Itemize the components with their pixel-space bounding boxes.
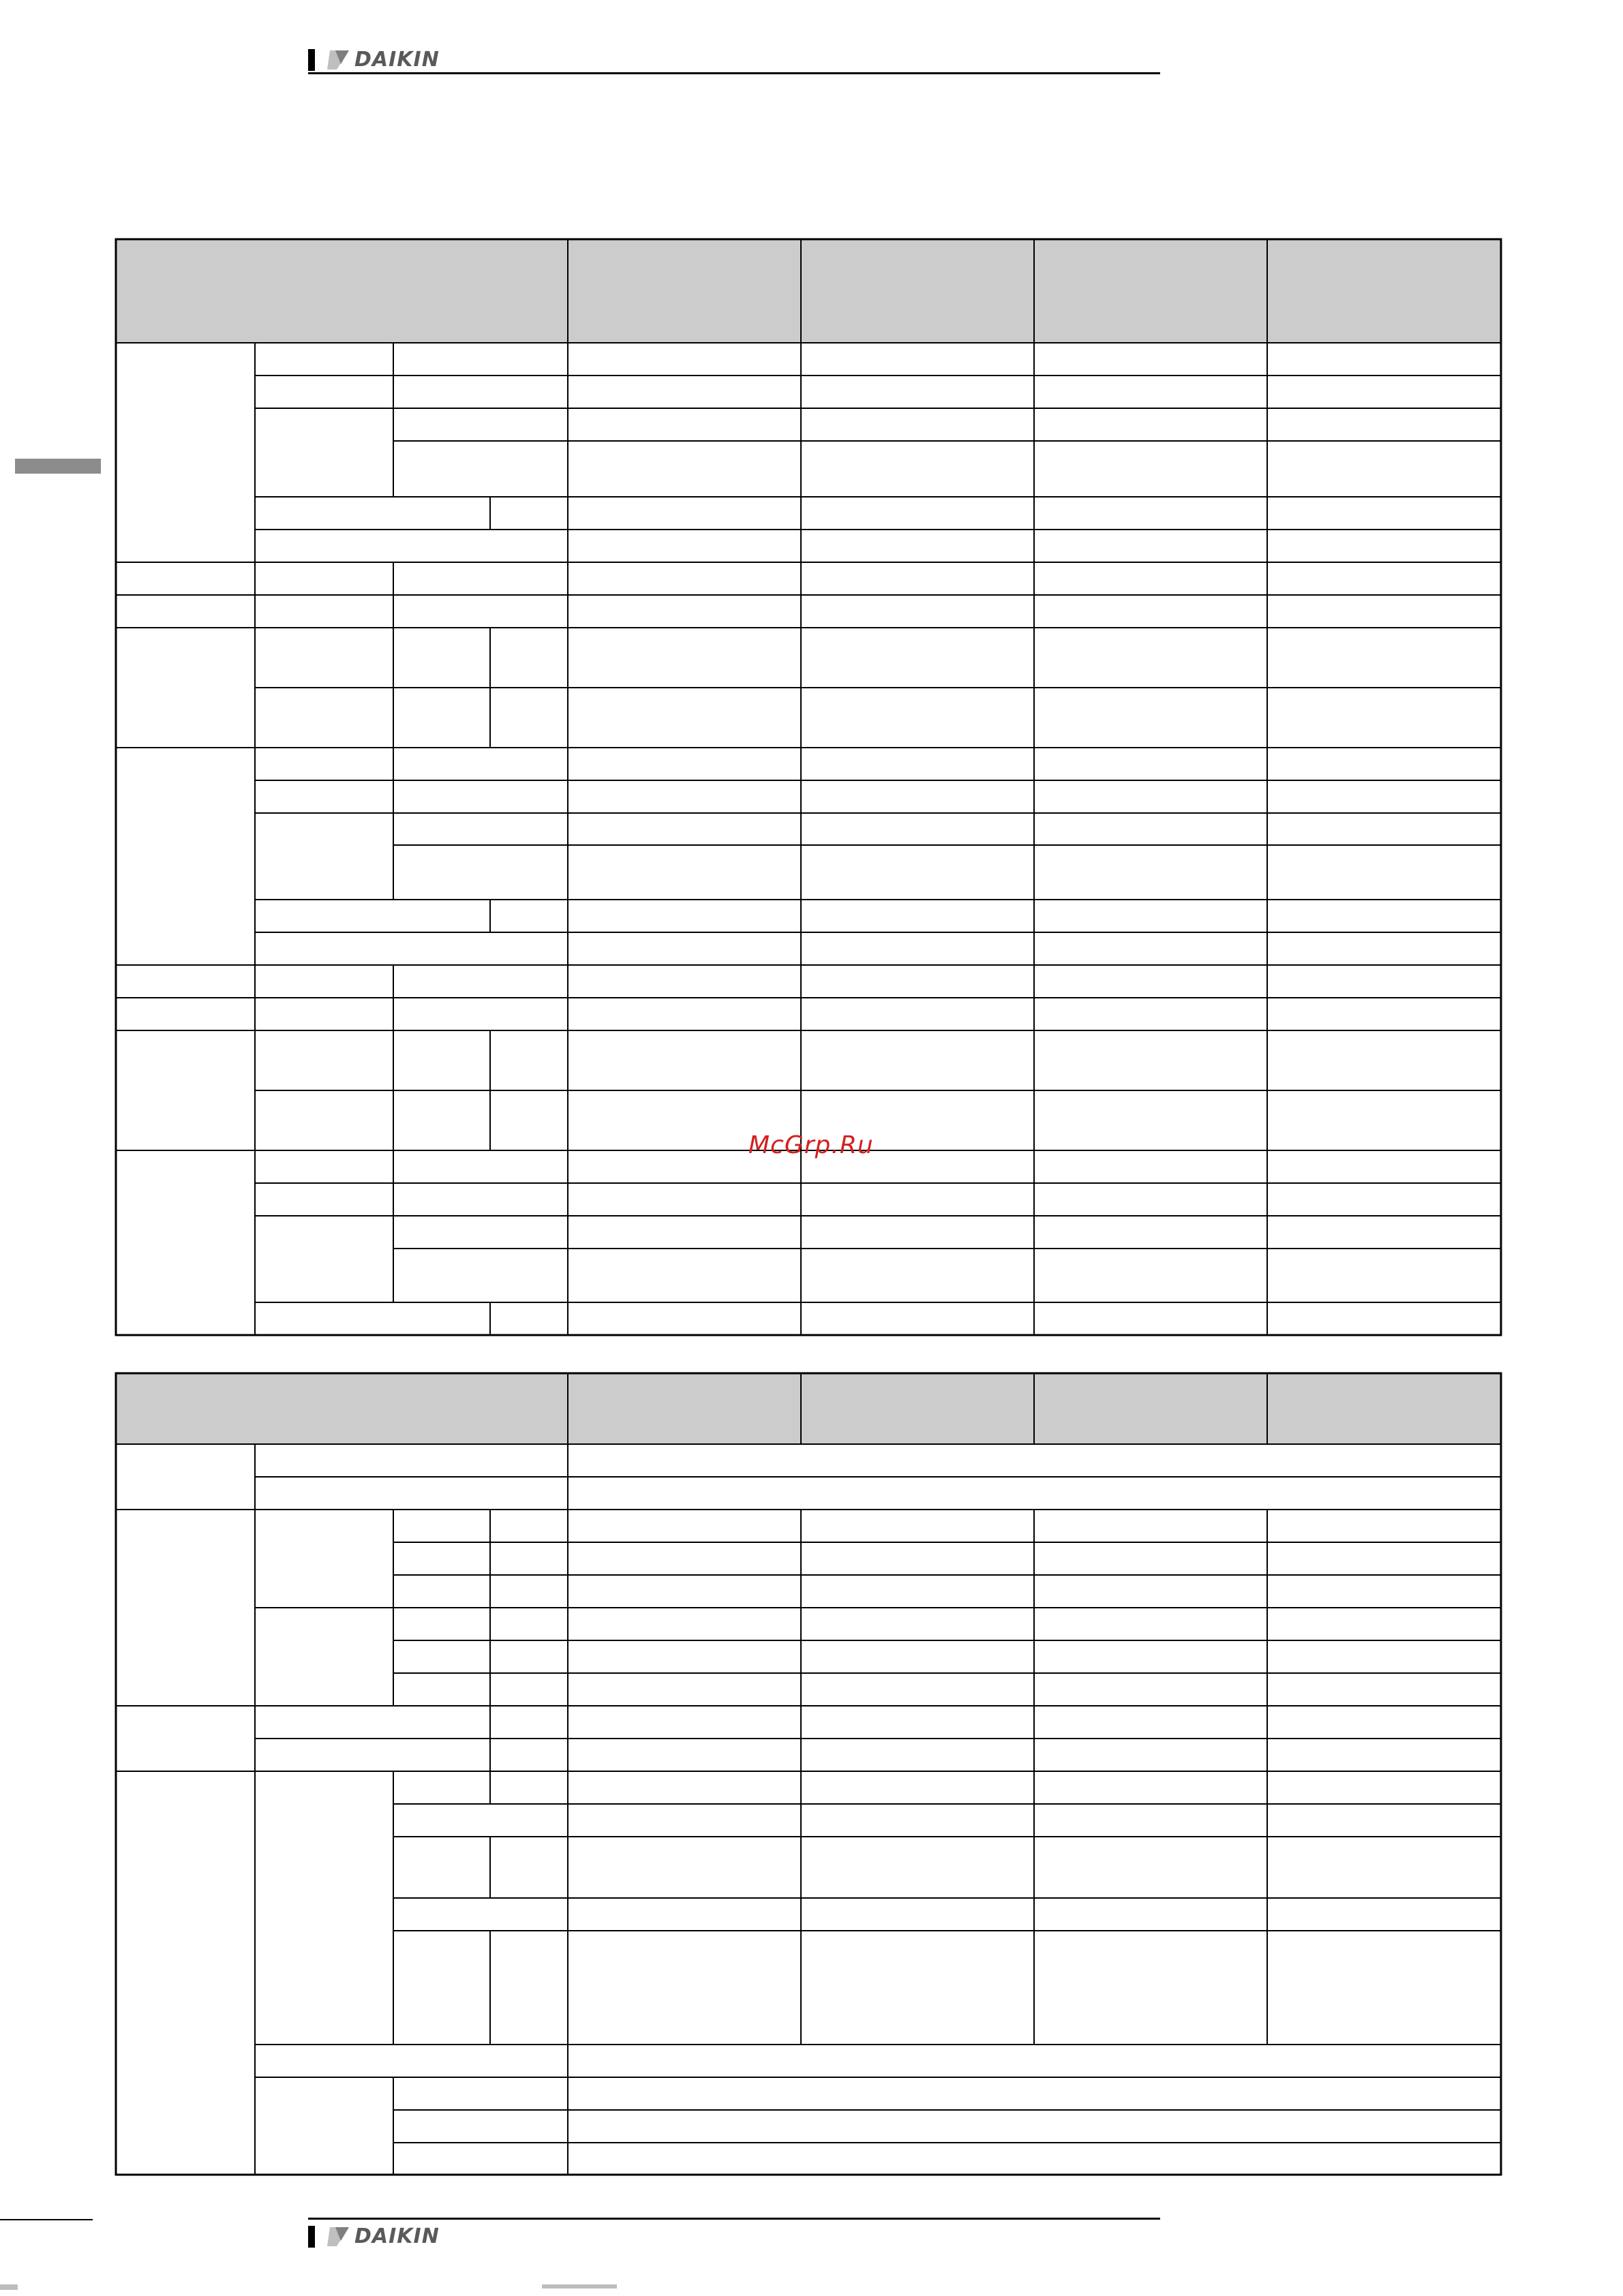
table1-header-fill (116, 239, 1501, 343)
table2-header-fill (116, 1373, 1501, 1444)
table2-frame (116, 1373, 1501, 2175)
table1-frame (116, 239, 1501, 1335)
logo-bar (308, 2226, 315, 2248)
footer-brand: DAIKIN (354, 2224, 440, 2248)
header-brand: DAIKIN (354, 48, 440, 72)
scan-mark (0, 2284, 18, 2290)
daikin-logo-icon (327, 2226, 350, 2248)
footer-logo (308, 2224, 440, 2248)
watermark-text: McGrp.Ru (748, 1131, 874, 1159)
scan-mark (542, 2284, 617, 2289)
footer-left-rule (0, 2219, 93, 2220)
footer-rule (308, 2218, 1160, 2220)
